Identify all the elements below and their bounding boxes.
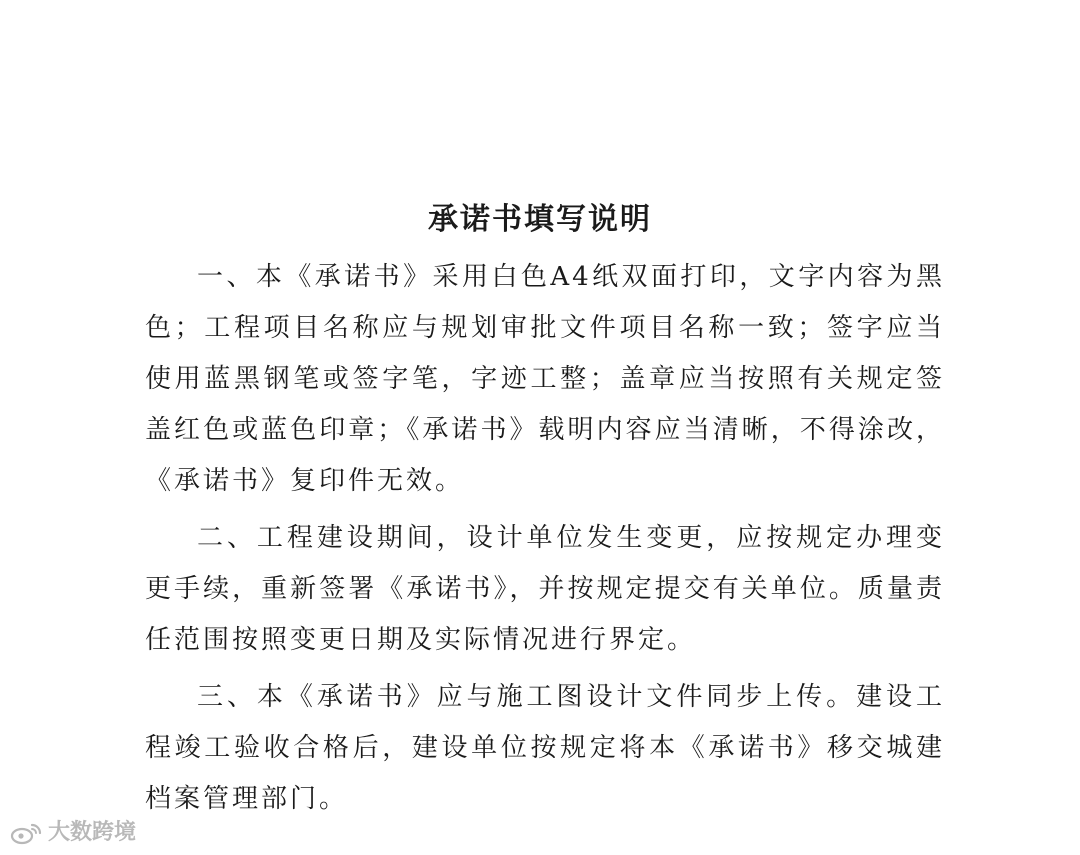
weibo-style-logo-icon [10, 821, 44, 845]
paragraph-1: 一、本《承诺书》采用白色A4纸双面打印，文字内容为黑色；工程项目名称应与规划审批文件项目名称一致；签字应当使用蓝黑钢笔或签字笔，字迹工整；盖章应当按照有关规定签盖红色或蓝色印章；《承诺书》载明内容应当清晰，不得涂改，《承诺书》复印件无效。 [145, 262, 945, 496]
watermark [10, 818, 136, 848]
page-title: 承诺书填写说明 [428, 202, 652, 237]
paragraph-2: 二、工程建设期间，设计单位发生变更，应按规定办理变更手续，重新签署《承诺书》，并按规定提交有关单位。质量责任范围按照变更日期及实际情况进行界定。 [145, 523, 945, 655]
document-body [145, 252, 945, 831]
paragraph-3: 三、本《承诺书》应与施工图设计文件同步上传。建设工程竣工验收合格后，建设单位按规定将本《承诺书》移交城建档案管理部门。 [145, 682, 945, 814]
watermark-text: 大数跨境 [48, 820, 137, 845]
